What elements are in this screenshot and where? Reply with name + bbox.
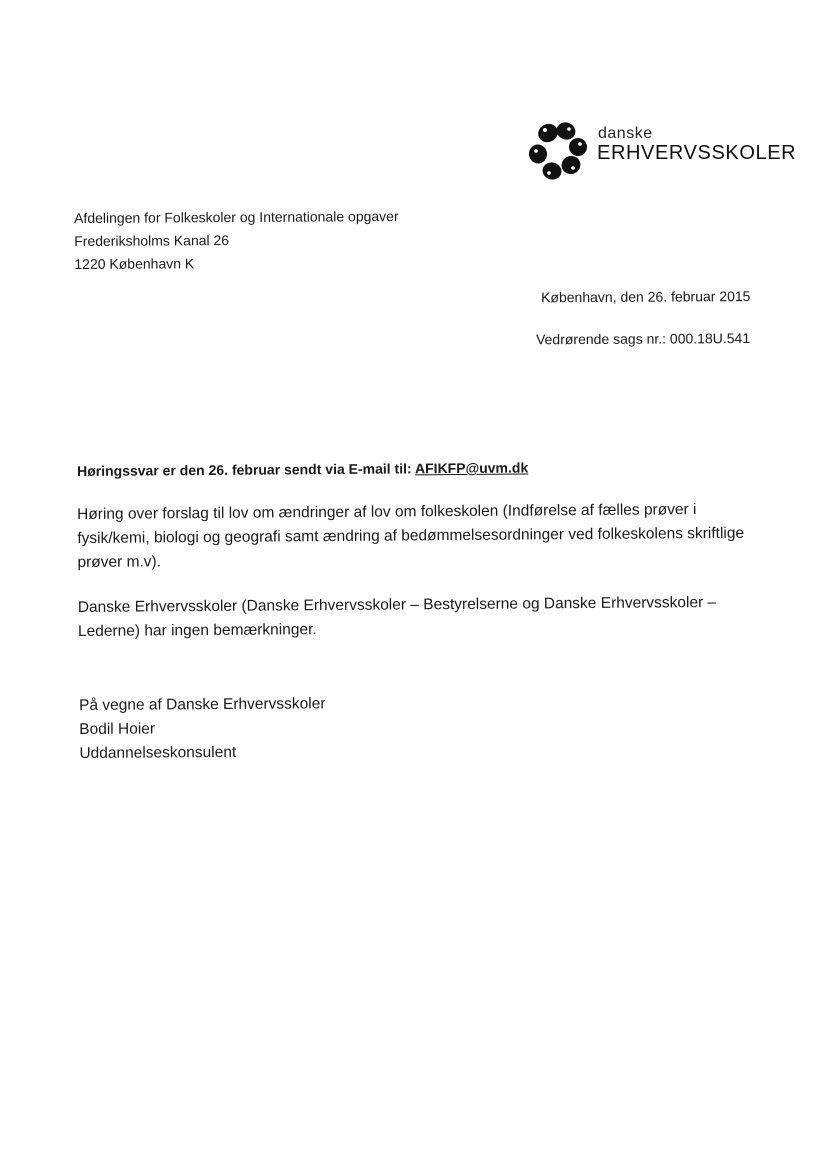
- body-paragraph-response: Danske Erhvervsskoler (Danske Erhvervsskoler – Bestyrelserne og Danske Erhvervsskoler – Lederne) har ingen bemærkninger.: [77, 593, 717, 640]
- logo: [528, 120, 797, 184]
- email-link[interactable]: AFIKFP@uvm.dk: [414, 459, 529, 477]
- recipient-city: 1220 København K: [74, 255, 195, 272]
- case-reference: Vedrørende sags nr.: 000.18U.541: [535, 330, 751, 348]
- letter-body: [77, 498, 758, 665]
- signature-on-behalf: På vegne af Danske Erhvervsskoler: [79, 695, 326, 714]
- logo-text-danske: danske: [598, 125, 653, 142]
- body-paragraph-hearing: Høring over forslag til lov om ændringer af lov om folkeskolen (Indførelse af fælles prøver i fysik/kemi, biologi og geografi samt ændring af bedømmelsesordninger ved folkeskolens skriftlige prøver m.v).: [77, 501, 745, 571]
- subject-line: [77, 459, 528, 479]
- subject-text: Høringssvar er den 26. februar sendt via E-mail til:: [77, 460, 416, 479]
- logo-text-erhvervsskoler: ERHVERVSSKOLER: [597, 142, 797, 164]
- recipient-street: Frederiksholms Kanal 26: [74, 232, 230, 249]
- recipient-address: [74, 205, 399, 276]
- signature-title: Uddannelseskonsulent: [79, 743, 237, 762]
- signature-block: [79, 692, 326, 766]
- flower-logo-icon: [528, 120, 588, 182]
- recipient-department: Afdelingen for Folkeskoler og Internationale opgaver: [74, 208, 399, 226]
- letter-date: København, den 26. februar 2015: [540, 288, 751, 306]
- signature-name: Bodil Hoier: [79, 720, 156, 738]
